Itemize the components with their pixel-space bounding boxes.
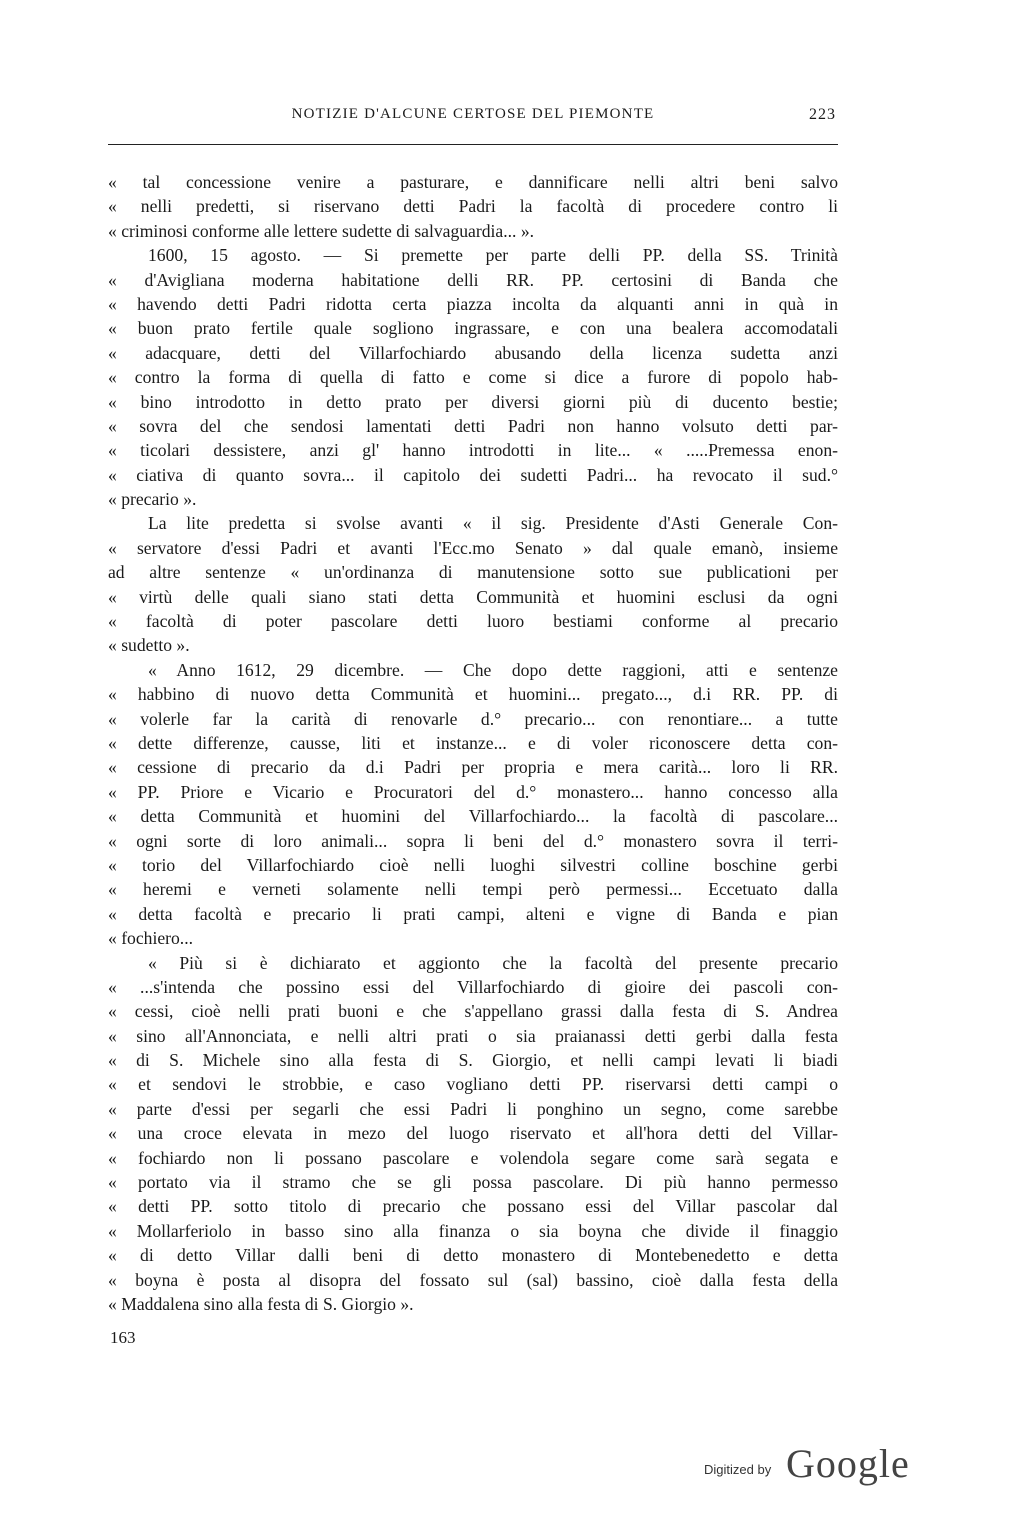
text-line: « ...s'intenda che possino essi del Villarfochiardo di gioire dei pascoli con-	[108, 976, 838, 997]
text-line: « una croce elevata in mezo del luogo riservato et all'hora detti del Villar-	[108, 1123, 838, 1144]
text-line: « detta facoltà e precario li prati campi, alteni e vigne di Banda e pian	[108, 903, 838, 924]
text-line: « boyna è posta al disopra del fossato sul (sal) bassino, cioè dalla festa della	[108, 1269, 838, 1290]
text-line: « buon prato fertile quale sogliono ingrassare, e con una bealera accomodatali	[108, 318, 838, 339]
page-number: 223	[809, 106, 836, 123]
text-line: « servatore d'essi Padri et avanti l'Ecc.mo Senato » dal quale emanò, insieme	[108, 537, 838, 558]
text-line: « sino all'Annonciata, e nelli altri prati o sia praianassi detti gerbi dalla festa	[108, 1025, 838, 1046]
text-line: « dette differenze, causse, liti et instanze... e di voler riconoscere detta con-	[108, 732, 838, 753]
watermark-small-text: Digitized by	[704, 1462, 772, 1477]
google-logo: Google	[786, 1441, 910, 1486]
text-line: « volerle far la carità di renovarle d.° precario... con renontiare... a tutte	[108, 708, 838, 729]
text-line: ad altre sentenze « un'ordinanza di manutensione sotto sue publicationi per	[108, 562, 838, 583]
text-line: « havendo detti Padri ridotta certa piazza incolta da alquanti anni in quà in	[108, 293, 838, 314]
text-line: « cessi, cioè nelli prati buoni e che s'appellano grassi dalla festa di S. Andrea	[108, 1001, 838, 1022]
text-line: « ticolari dessistere, anzi gl' hanno introdotti in lite... « .....Premessa enon-	[108, 440, 838, 461]
running-title: NOTIZIE D'ALCUNE CERTOSE DEL PIEMONTE	[291, 106, 655, 122]
text-line: « precario ».	[108, 489, 197, 510]
text-line: « tal concessione venire a pasturare, e dannificare nelli altri beni salvo	[108, 172, 838, 192]
text-line: « fochiardo non li possano pascolare e volendola segare come sarà segata e	[108, 1147, 838, 1168]
text-line: « parte d'essi per segarli che essi Padri li ponghino un segno, come sarebbe	[108, 1098, 838, 1119]
text-line: « criminosi conforme alle lettere sudette di salvaguardia... ».	[108, 220, 535, 241]
text-line: « detti PP. sotto titolo di precario che possano essi del Villar pascolar dal	[108, 1196, 838, 1217]
text-line: « portato via il stramo che se gli possa pascolare. Di più hanno permesso	[108, 1172, 838, 1193]
text-line: « habbino di nuovo detta Communità et huomini... pregato..., d.i RR. PP. di	[108, 684, 838, 705]
text-line: « di detto Villar dalli beni di detto monastero di Montebenedetto e detta	[108, 1245, 838, 1266]
digitized-watermark	[704, 1440, 924, 1490]
text-line: 1600, 15 agosto. — Si premette per parte delli PP. della SS. Trinità	[148, 245, 838, 266]
text-line: « PP. Priore e Vicario e Procuratori del d.° monastero... hanno concesso alla	[108, 781, 838, 802]
text-line: « Anno 1612, 29 dicembre. — Che dopo dette raggioni, atti e sentenze	[148, 659, 838, 680]
header-rule	[108, 144, 838, 145]
body-text	[108, 170, 838, 1316]
text-line: « cessione di precario da d.i Padri per propria e mera carità... loro li RR.	[108, 757, 838, 778]
text-line: « heremi e verneti solamente nelli tempi però permessi... Eccetuato dalla	[108, 879, 838, 900]
text-line: « d'Avigliana moderna habitatione delli RR. PP. certosini di Banda che	[108, 269, 838, 290]
text-line: « nelli predetti, si riservano detti Padri la facoltà di procedere contro li	[108, 196, 838, 217]
text-line: « ciativa di quanto sovra... il capitolo dei sudetti Padri... ha revocato il sud.°	[108, 464, 838, 485]
text-line: « Più si è dichiarato et aggionto che la facoltà del presente precario	[148, 952, 838, 973]
text-line: « Mollarferiolo in basso sino alla finanza o sia boyna che divide il finaggio	[108, 1220, 838, 1241]
text-line: « detta Communità et huomini del Villarfochiardo... la facoltà di pascolare...	[108, 806, 838, 827]
text-line: « fochiero...	[108, 928, 194, 949]
text-line: La lite predetta si svolse avanti « il sig. Presidente d'Asti Generale Con-	[148, 513, 838, 534]
text-line: « virtù delle quali siano stati detta Communità et huomini esclusi da ogni	[108, 586, 838, 607]
text-line: « ogni sorte di loro animali... sopra li beni del d.° monastero sovra il terri-	[108, 830, 838, 851]
text-line: « adacquare, detti del Villarfochiardo abusando della licenza sudetta anzi	[108, 342, 838, 363]
text-line: « et sendovi le strobbie, e caso vogliano detti PP. riservarsi detti campi o	[108, 1074, 838, 1095]
text-line: « sovra del che sendosi lamentati detti Padri non hanno volsuto detti par-	[108, 415, 838, 436]
text-line: « contro la forma di quella di fatto e come si dice a furore di popolo hab-	[108, 367, 838, 388]
text-line: « torio del Villarfochiardo cioè nelli luoghi silvestri colline boschine gerbi	[108, 854, 838, 875]
text-line: « Maddalena sino alla festa di S. Giorgio ».	[108, 1293, 414, 1314]
text-line: « sudetto ».	[108, 635, 190, 656]
text-line: « bino introdotto in detto prato per diversi giorni più di ducento bestie;	[108, 391, 838, 412]
page-header	[108, 106, 838, 146]
signature-mark: 163	[110, 1328, 136, 1347]
text-line: « di S. Michele sino alla festa di S. Giorgio, et nelli campi levati li biadi	[108, 1050, 838, 1071]
text-line: « facoltà di poter pascolare detti luoro bestiami conforme al precario	[108, 611, 838, 632]
